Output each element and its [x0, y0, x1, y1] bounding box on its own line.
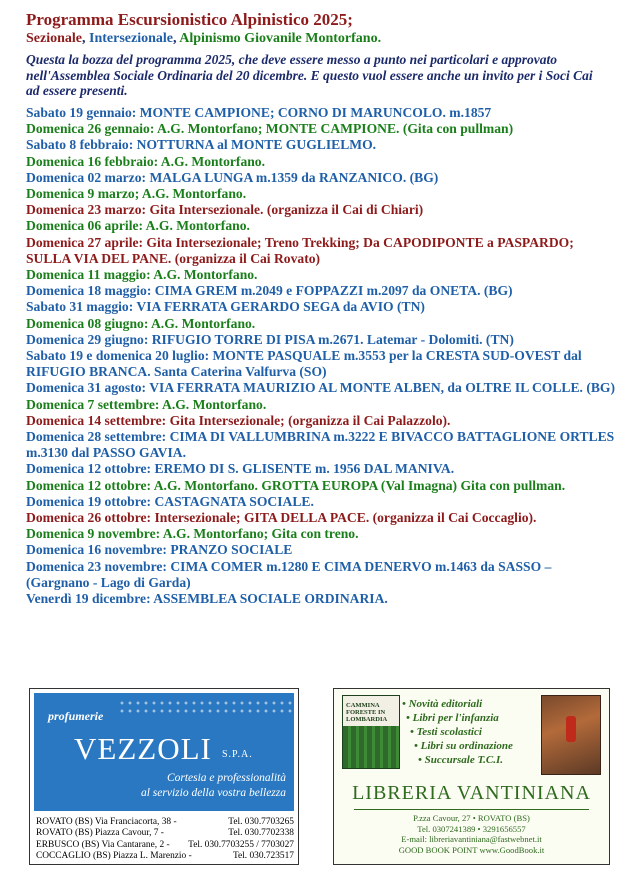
- libreria-phones: Tel. 0307241389 • 3291656557: [417, 823, 526, 834]
- event-item: Sabato 19 gennaio: MONTE CAMPIONE; CORNO DI MARUNCOLO. m.1857: [26, 105, 492, 120]
- subtitle-separator: ,: [172, 31, 180, 46]
- ad-vezzoli-banner: [34, 693, 294, 811]
- event-item: Domenica 31 agosto: VIA FERRATA MAURIZIO AL MONTE ALBEN, da OLTRE IL COLLE. (BG): [26, 380, 616, 396]
- event-item: Domenica 16 novembre: PRANZO SOCIALE: [26, 542, 293, 558]
- ad-vezzoli-slogan: [86, 771, 286, 801]
- service-item: • Libri per l'infanzia: [406, 712, 499, 724]
- subtitle-intersezionale: Intersezionale: [89, 31, 173, 46]
- book-cover-title: CAMMINA FORESTE IN LOMBARDIA: [346, 702, 388, 723]
- event-item: Domenica 14 settembre: Gita Intersezionale; (organizza il Cai Palazzolo).: [26, 412, 451, 428]
- ad-libreria-contacts: [334, 813, 609, 855]
- page-title: Programma Escursionistico Alpinistico 2025;: [26, 10, 353, 29]
- ad-vezzoli-stores: [36, 817, 294, 863]
- store-tel: Tel. 030.7703255 / 7703027: [188, 839, 294, 850]
- event-item: Domenica 12 ottobre: A.G. Montorfano. GROTTA EUROPA (Val Imagna) Gita con pullman.: [26, 477, 566, 493]
- event-item: Domenica 06 aprile: A.G. Montorfano.: [26, 218, 250, 234]
- store-row: [36, 828, 294, 839]
- subtitle-sezionale: Sezionale: [26, 31, 82, 46]
- slogan-line: al servizio della vostra bellezza: [140, 787, 286, 799]
- event-item: Domenica 28 settembre: CIMA DI VALLUMBRINA m.3222 E BIVACCO BATTAGLIONE ORTLES m.3130 dal PASSO GAVIA.: [26, 429, 615, 461]
- event-item: Sabato 19 e domenica 20 luglio: MONTE PASQUALE m.3553 per la CRESTA SUD-OVEST dal RIFUGIO BRANCA. Santa Caterina Valfurva (SO): [26, 348, 582, 380]
- service-item: • Succursale T.C.I.: [418, 754, 504, 766]
- event-item: Domenica 08 giugno: A.G. Montorfano.: [26, 315, 256, 331]
- climber-photo: [541, 695, 601, 775]
- subtitle-alpinismo-giovanile: Alpinismo Giovanile Montorfano.: [179, 31, 382, 46]
- store-place: ROVATO (BS) Piazza Cavour, 7 -: [36, 828, 164, 839]
- event-item: Domenica 7 settembre: A.G. Montorfano.: [26, 396, 267, 412]
- service-item: • Libri su ordinazione: [414, 740, 513, 752]
- event-item: Sabato 31 maggio: VIA FERRATA GERARDO SEGA da AVIO (TN): [26, 299, 425, 315]
- event-item: Domenica 12 ottobre: EREMO DI S. GLISENTE m. 1956 DAL MANIVA.: [26, 461, 455, 477]
- event-item: Domenica 02 marzo: MALGA LUNGA m.1359 da RANZANICO. (BG): [26, 169, 439, 185]
- event-item: Domenica 19 ottobre: CASTAGNATA SOCIALE.: [26, 493, 314, 509]
- event-item: Domenica 26 ottobre: Intersezionale; GITA DELLA PACE. (organizza il Cai Coccaglio).: [26, 510, 537, 526]
- store-row: [36, 840, 294, 851]
- store-place: ERBUSCO (BS) Via Cantarane, 2 -: [36, 839, 170, 850]
- store-place: COCCAGLIO (BS) Piazza L. Marenzio -: [36, 851, 192, 862]
- event-item: Domenica 11 maggio: A.G. Montorfano.: [26, 267, 258, 283]
- ad-libreria-name: LIBRERIA VANTINIANA: [352, 782, 591, 804]
- service-item: • Novità editoriali: [402, 698, 483, 710]
- divider: [354, 809, 589, 810]
- slogan-line: Cortesia e professionalità: [166, 772, 286, 784]
- libreria-website: GOOD BOOK POINT www.GoodBook.it: [398, 844, 545, 855]
- climber-figure: [566, 716, 576, 742]
- libreria-address: P.zza Cavour, 27 • ROVATO (BS): [413, 813, 530, 823]
- ad-vezzoli-logo: VEZZOLI: [74, 731, 212, 766]
- event-item: Domenica 23 marzo: Gita Intersezionale. (organizza il Cai di Chiari): [26, 202, 424, 218]
- dots-pattern: [118, 699, 292, 713]
- store-tel: Tel. 030.7702338: [228, 828, 294, 839]
- events-list: [26, 105, 616, 607]
- event-item: Domenica 23 novembre: CIMA COMER m.1280 E CIMA DENERVO m.1463 da SASSO – (Gargnano - Lago di Garda): [26, 558, 552, 590]
- store-tel: Tel. 030.7703265: [228, 817, 294, 827]
- store-row: [36, 851, 294, 862]
- book-cover-image: [342, 695, 400, 769]
- ad-libreria: [333, 688, 610, 865]
- event-item: Venerdì 19 dicembre: ASSEMBLEA SOCIALE ORDINARIA.: [26, 591, 388, 607]
- store-place: ROVATO (BS) Via Franciacorta, 38 -: [36, 817, 177, 827]
- page-subtitle: [26, 31, 381, 47]
- event-item: Domenica 26 gennaio: A.G. Montorfano; MONTE CAMPIONE. (Gita con pullman): [26, 121, 514, 137]
- event-item: Domenica 18 maggio: CIMA GREM m.2049 e FOPPAZZI m.2097 da ONETA. (BG): [26, 283, 513, 299]
- event-item: Domenica 16 febbraio: A.G. Montorfano.: [26, 153, 265, 169]
- event-item: Domenica 9 novembre: A.G. Montorfano; Gita con treno.: [26, 526, 359, 542]
- event-item: Domenica 27 aprile: Gita Intersezionale; Treno Trekking; Da CAPODIPONTE a PASPARDO; SULLA VIA DEL PANE. (organizza il Cai Rovato): [26, 234, 574, 266]
- event-item: Sabato 8 febbraio: NOTTURNA al MONTE GUGLIELMO.: [26, 137, 377, 153]
- ad-vezzoli-company-type: S.P.A.: [222, 749, 253, 760]
- book-cover-header: [343, 696, 399, 726]
- ad-libreria-services: [402, 697, 542, 767]
- subtitle-separator: ,: [82, 31, 89, 46]
- event-item: Domenica 29 giugno: RIFUGIO TORRE DI PISA m.2671. Latemar - Dolomiti. (TN): [26, 331, 514, 347]
- forest-image: [343, 726, 399, 768]
- event-item: Domenica 9 marzo; A.G. Montorfano.: [26, 186, 247, 202]
- service-item: • Testi scolastici: [410, 726, 482, 738]
- store-row: [36, 817, 294, 828]
- ad-vezzoli: [29, 688, 299, 865]
- store-tel: Tel. 030.723517: [232, 851, 294, 862]
- ad-vezzoli-category: profumerie: [48, 709, 104, 723]
- libreria-email: E-mail: libreriavantiniana@fastwebnet.it: [401, 834, 542, 845]
- intro-paragraph: Questa la bozza del programma 2025, che deve essere messo a punto nei particolari e approvato nell'Assemblea Sociale Ordinaria del 20 dicembre. E questo vuol essere anche un invito per i Soci Cai ad essere presenti.: [26, 52, 593, 98]
